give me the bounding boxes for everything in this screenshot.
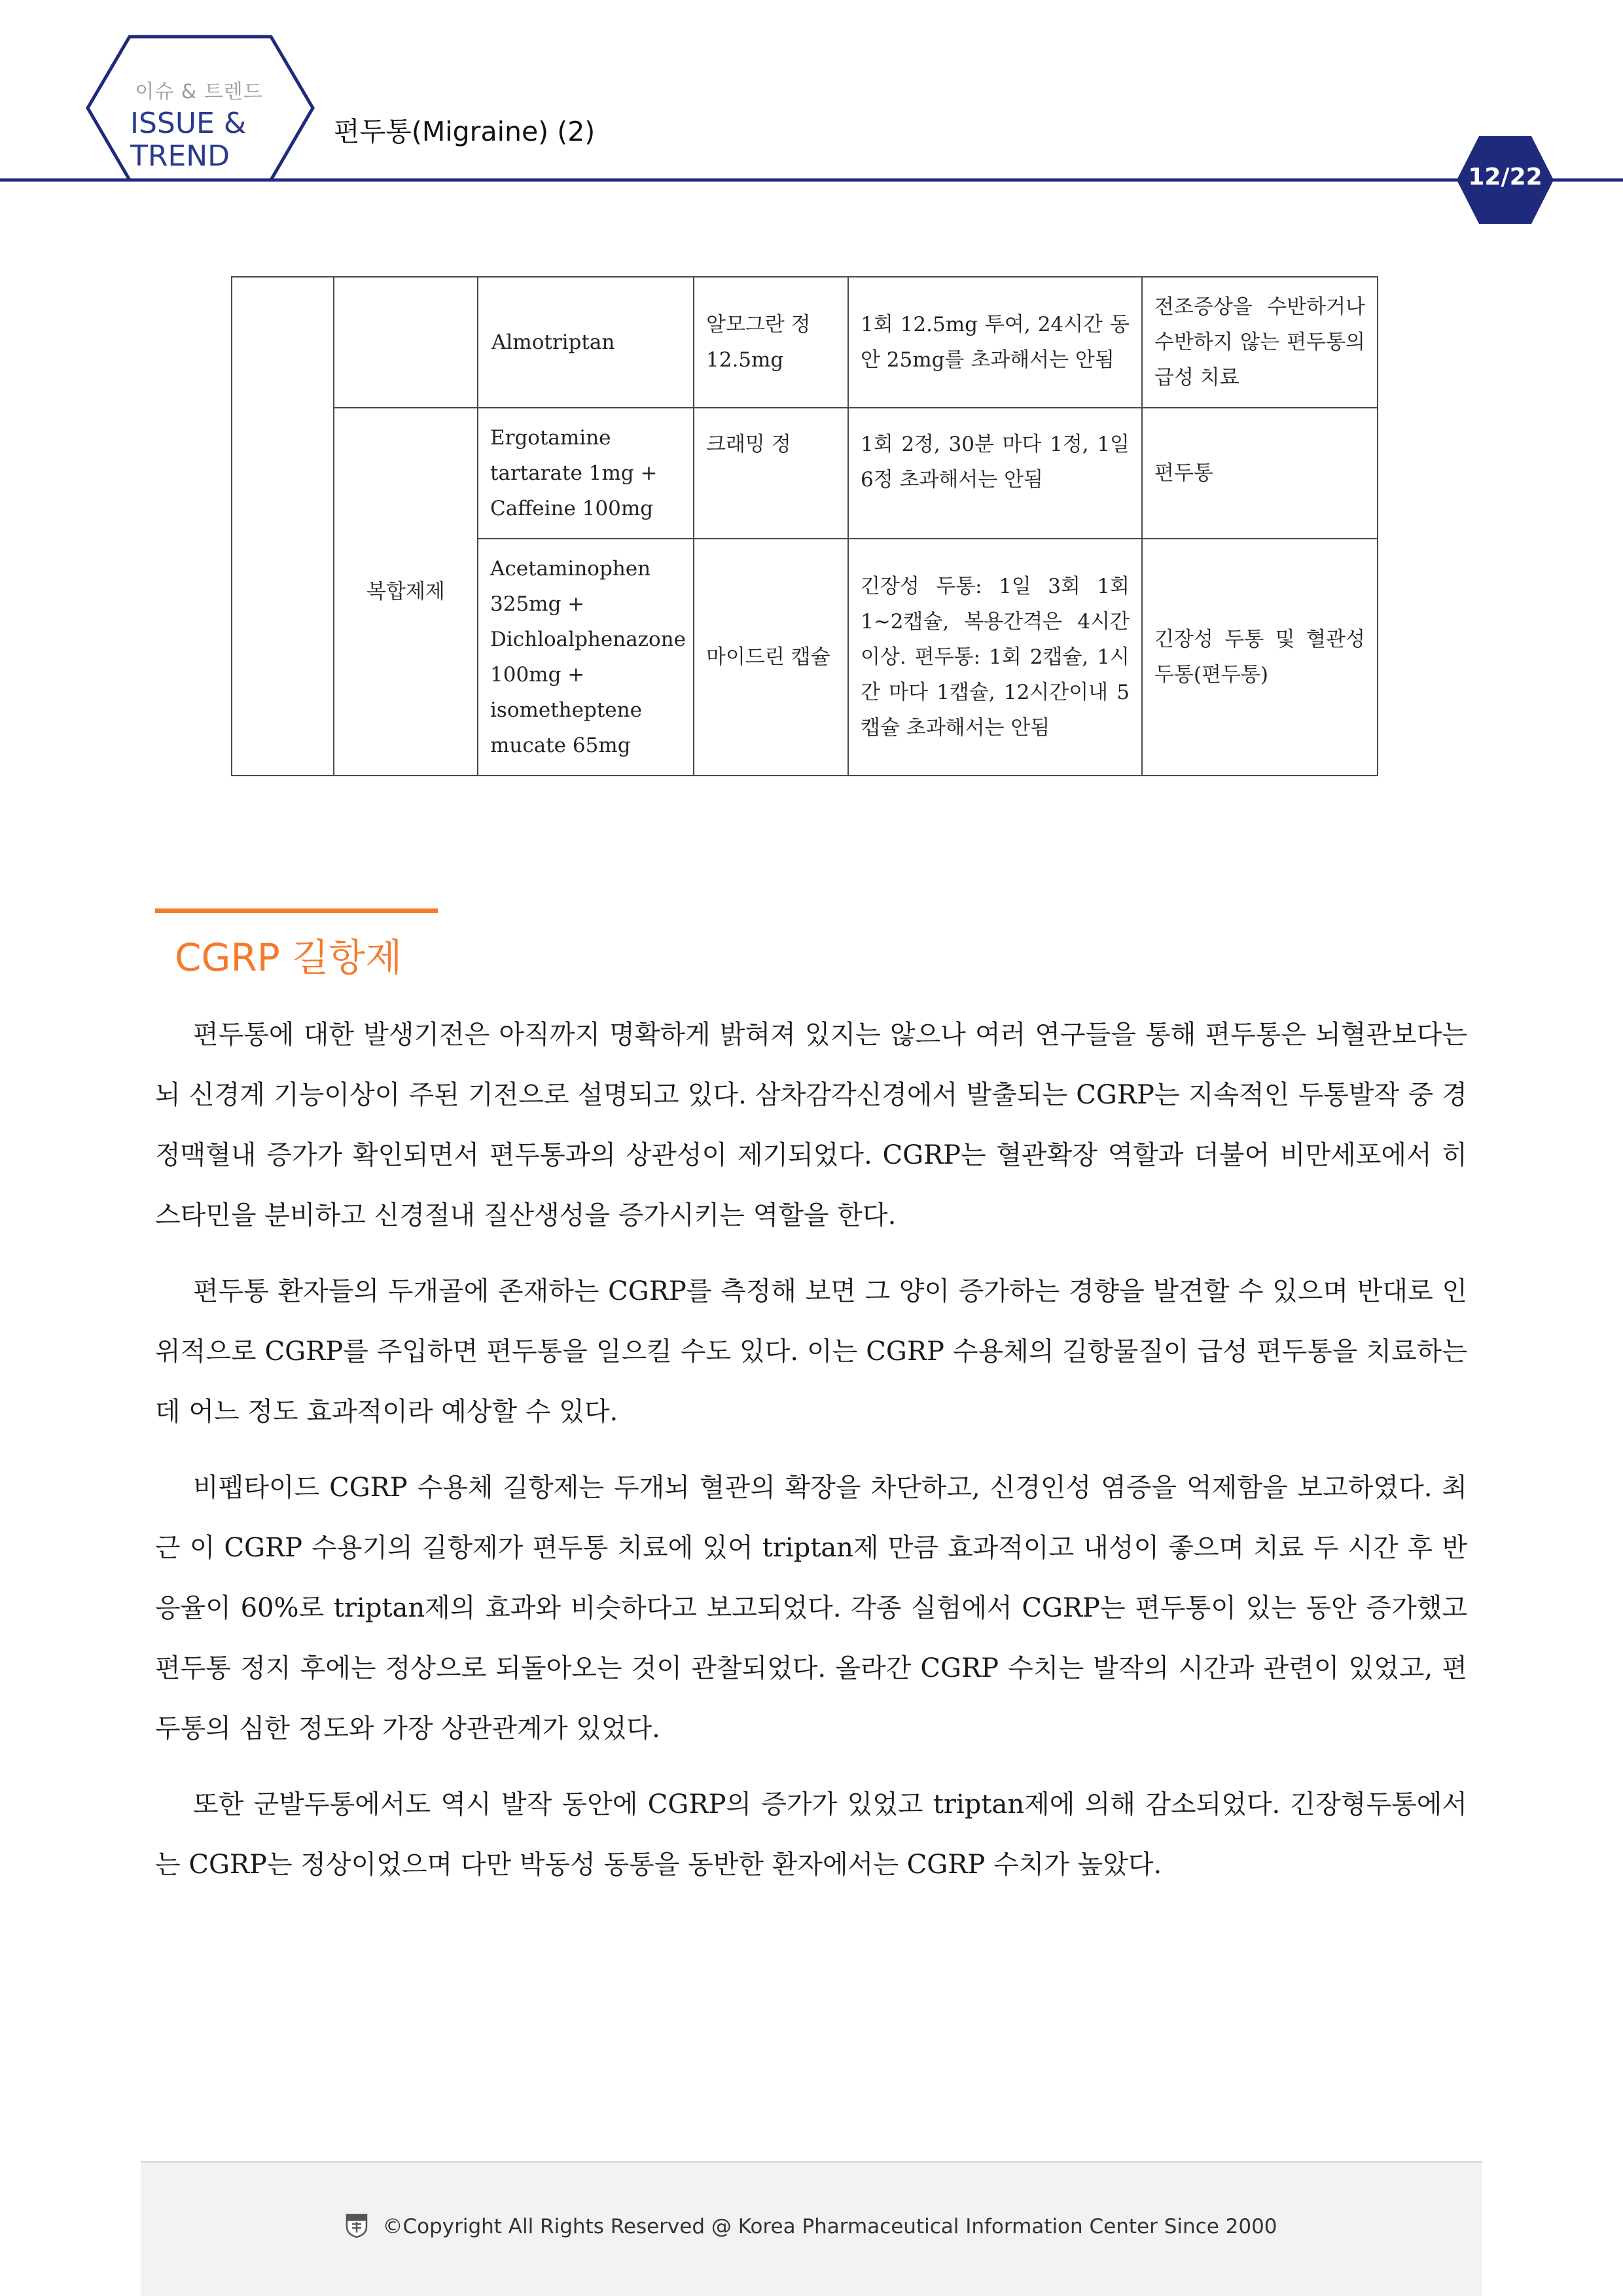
- table-cell-product: 알모그란 정 12.5mg: [694, 277, 848, 408]
- document-title: 편두통(Migraine) (2): [334, 116, 596, 147]
- drug-table: [231, 276, 1378, 776]
- issue-trend-label-line2: TREND: [130, 139, 230, 173]
- table-cell-indication: 전조증상을 수반하거나 수반하지 않는 편두통의 급성 치료: [1142, 277, 1378, 408]
- table-cell-group: 복합제제: [334, 408, 478, 776]
- section-body: [155, 1005, 1467, 1910]
- table-cell-group: [334, 277, 478, 408]
- table-cell-dosage: 긴장성 두통: 1일 3회 1회 1~2캡슐, 복용간격은 4시간 이상. 편두통: 1회 2캡슐, 1시간 마다 1캡슐, 12시간이내 5캡슐 초과해서는 안됨: [848, 539, 1142, 776]
- table-cell-dosage: 1회 12.5mg 투여, 24시간 동안 25mg를 초과해서는 안됨: [848, 277, 1142, 408]
- table-row: [232, 408, 1378, 539]
- kpic-logo-icon: [346, 2212, 368, 2238]
- table-cell-ingredient: Almotriptan: [478, 277, 694, 408]
- table-cell-category: [232, 277, 334, 776]
- issue-trend-korean-label: 이슈 & 트렌드: [135, 81, 263, 103]
- table-cell-ingredient: Ergotamine tartarate 1mg + Caffeine 100mg: [478, 408, 694, 539]
- section-title: CGRP 길항제: [175, 935, 402, 980]
- table-cell-indication: 편두통: [1142, 408, 1378, 539]
- issue-trend-label-line1: ISSUE &: [130, 107, 247, 140]
- table-cell-indication: 긴장성 두통 및 혈관성 두통(편두통): [1142, 539, 1378, 776]
- table-cell-product: 크래밍 정: [694, 408, 848, 539]
- paragraph: 편두통에 대한 발생기전은 아직까지 명확하게 밝혀져 있지는 않으나 여러 연구들을 통해 편두통은 뇌혈관보다는 뇌 신경계 기능이상이 주된 기전으로 설명되고 있다. 삼차감각신경에서 발출되는 CGRP는 지속적인 두통발작 중 경정맥혈내 증가가 확인되면서 편두통과의 상관성이 제기되었다. CGRP는 혈관확장 역할과 더불어 비만세포에서 히스타민을 분비하고 신경절내 질산생성을 증가시키는 역할을 한다.: [155, 1020, 1467, 1230]
- footer-divider: [141, 2161, 1482, 2162]
- table-cell-product: 마이드린 캡슐: [694, 539, 848, 776]
- paragraph: 편두통 환자들의 두개골에 존재하는 CGRP를 측정해 보면 그 양이 증가하는 경향을 발견할 수 있으며 반대로 인위적으로 CGRP를 주입하면 편두통을 일으킬 수도 있다. 이는 CGRP 수용체의 길항물질이 급성 편두통을 치료하는데 어느 정도 효과적이라 예상할 수 있다.: [155, 1276, 1467, 1427]
- table-cell-ingredient: Acetaminophen 325mg + Dichloalphenazone 100mg + isometheptene mucate 65mg: [478, 539, 694, 776]
- footer: [141, 2161, 1482, 2296]
- footer-content: [141, 2212, 1482, 2238]
- paragraph: 또한 군발두통에서도 역시 발작 동안에 CGRP의 증가가 있었고 triptan제에 의해 감소되었다. 긴장형두통에서는 CGRP는 정상이었으며 다만 박동성 동통을 동반한 환자에서는 CGRP 수치가 높았다.: [155, 1789, 1467, 1880]
- copyright-text: ©Copyright All Rights Reserved @ Korea Pharmaceutical Information Center Since 2000: [382, 2215, 1277, 2238]
- section-title-rule: [155, 908, 438, 913]
- page-number: 12/22: [1468, 164, 1543, 190]
- table-cell-dosage: 1회 2정, 30분 마다 1정, 1일 6정 초과해서는 안됨: [848, 408, 1142, 539]
- table-row: [232, 277, 1378, 408]
- paragraph: 비펩타이드 CGRP 수용체 길항제는 두개뇌 혈관의 확장을 차단하고, 신경인성 염증을 억제함을 보고하였다. 최근 이 CGRP 수용기의 길항제가 편두통 치료에 있어 triptan제 만큼 효과적이고 내성이 좋으며 치료 두 시간 후 반응율이 60%로 triptan제의 효과와 비슷하다고 보고되었다. 각종 실험에서 CGRP는 편두통이 있는 동안 증가했고 편두통 정지 후에는 정상으로 되돌아오는 것이 관찰되었다. 올라간 CGRP 수치는 발작의 시간과 관련이 있었고, 편두통의 심한 정도와 가장 상관관계가 있었다.: [155, 1473, 1467, 1744]
